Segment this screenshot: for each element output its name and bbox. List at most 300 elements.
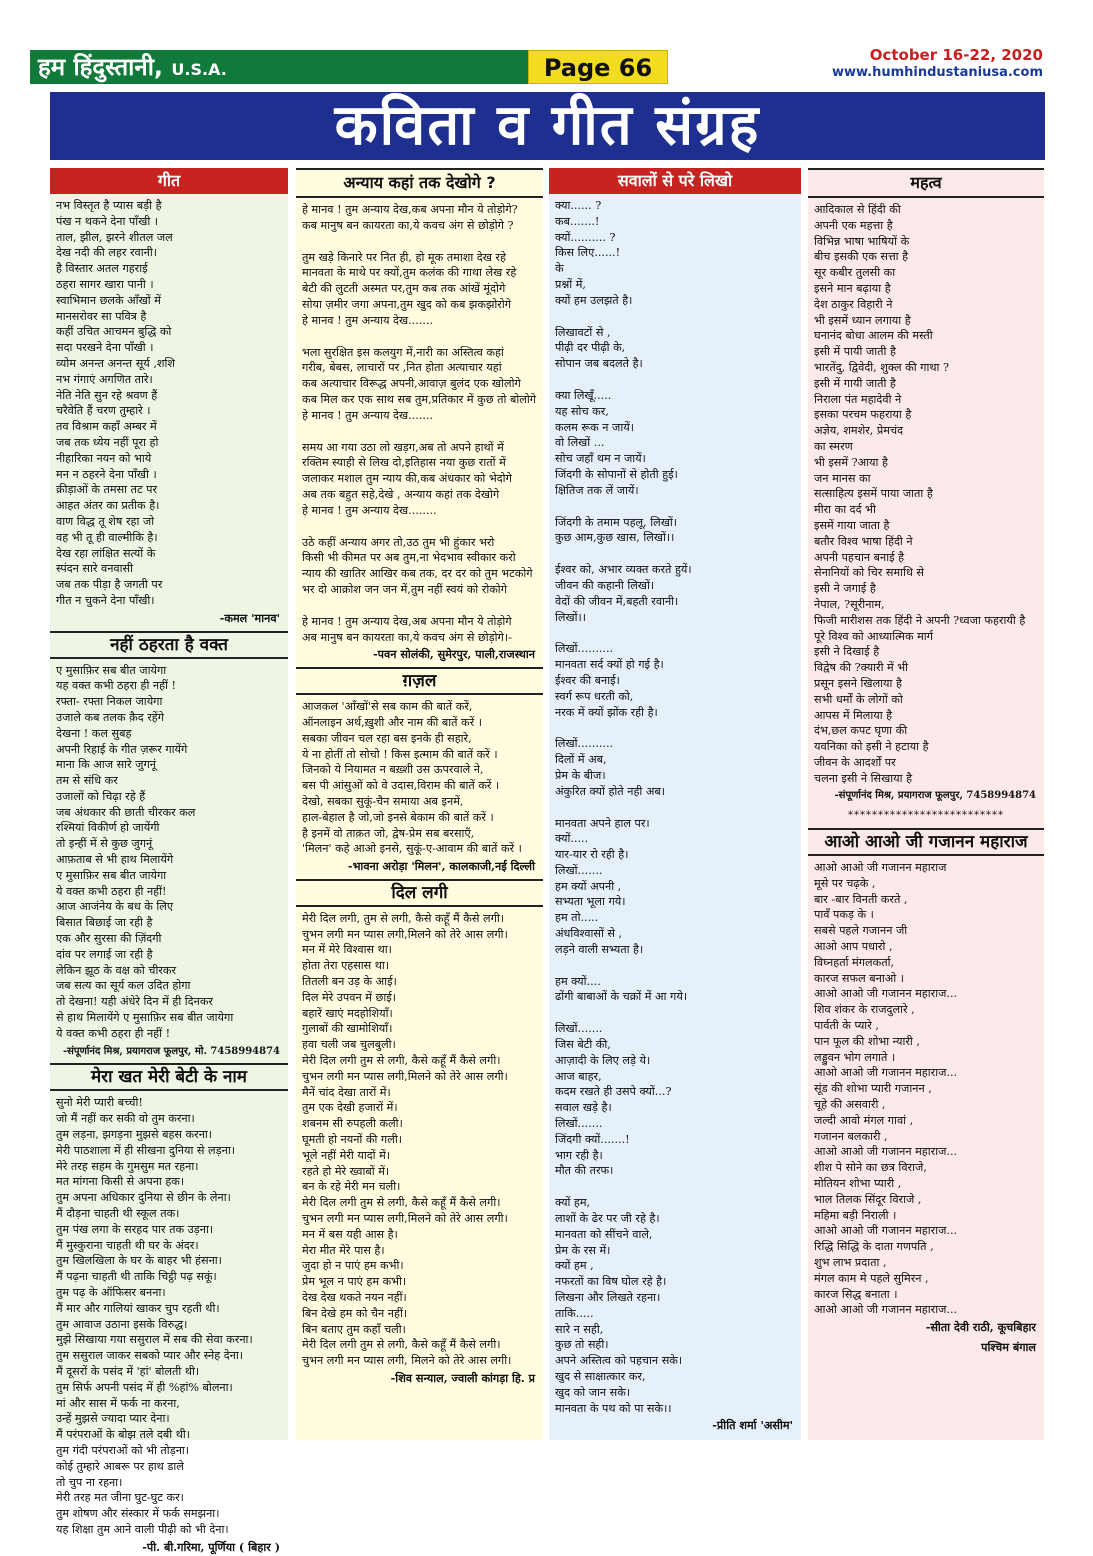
poem-line: आहत अंतर का प्रतीक है।	[56, 499, 160, 513]
poem-line: लिखावटों से ,	[555, 325, 611, 339]
poem-line: देश ठाकुर विहारी ने	[814, 297, 893, 311]
poem-line: नरक में क्यों झोंक रही है।	[555, 705, 658, 719]
poem-line: मूसे पर चढ़के ,	[814, 876, 876, 890]
poem-line: तुम पढ़ के ऑफिसर बनना।	[56, 1286, 166, 1299]
stanza-gap	[302, 598, 537, 614]
poem-line: देखना ! कल सुबह	[56, 726, 132, 740]
poem-line: बन के रहे मेरी मन चली।	[302, 1180, 401, 1194]
poem-line: लिखों।।	[555, 610, 587, 624]
poem-line: बस पी आंसुओं को वे उदास,विराम की बातें करें ।	[302, 779, 500, 793]
poem-line: कारज सिद्ध बनाता ।	[814, 1287, 898, 1301]
poem-body	[296, 202, 543, 645]
poem-line: मन में बस यही आस है।	[302, 1227, 398, 1241]
poem-line: भाल तिलक सिंदूर विराजे ,	[814, 1192, 922, 1206]
poem-line: जब सत्य का सूर्य कल उदित होगा	[56, 979, 191, 993]
poem-line: इसमें गाया जाता है	[814, 518, 890, 532]
stanza-gap	[555, 800, 795, 816]
poem-line: होता तेरा एहसास था।	[302, 959, 390, 973]
poem-line: मानवता अपने हाल पर।	[555, 816, 650, 830]
poem-line: देख रहा लांक्षित सत्यों के	[56, 546, 156, 560]
poem-line: देख नदी की लहर रवानी।	[56, 246, 157, 260]
issue-info	[832, 47, 1043, 81]
poem-line: बतौर विश्व भाषा हिंदी ने	[814, 534, 913, 548]
poem-line: मेरे तरह सहम के गुमसुम मत रहना।	[56, 1159, 199, 1173]
poem-line: विद्वेष की ?क्यारी में भी	[814, 661, 909, 675]
poem-line: विघ्नहर्ता मंगलकर्ता,	[814, 955, 895, 969]
poem-line: मैं पढ़ना चाहती थी ताकि चिट्ठी पढ़ सकूं।	[56, 1270, 217, 1284]
poem-author: -शिव सन्याल, ज्वाली कांगड़ा हि. प्र	[390, 1371, 535, 1385]
poem-line: तुम पंख लगा के सरहद पार तक उड़ना।	[56, 1222, 214, 1236]
poem-line: से हाथ मिलायेंगे ए मुसाफ़िर सब बीत जायेगा	[56, 1011, 234, 1025]
poem-line: मैनें चांद देखा तारों में।	[302, 1085, 391, 1099]
poem-line: अपनी एक महत्ता है	[814, 218, 893, 232]
poem-line: उजाले कब तलक क़ैद रहेंगे	[56, 710, 165, 724]
poem-title: दिल लगी	[296, 879, 543, 907]
poem-line: पार्वती के प्यारे ,	[814, 1019, 879, 1033]
poem-body	[50, 1095, 288, 1537]
poem-line: बिसात बिछाई जा रही है	[56, 916, 153, 930]
poem-line: तुम ससुराल जाकर सबको प्यार और स्नेह देना।	[56, 1349, 244, 1363]
brand-suffix: U.S.A.	[171, 60, 227, 79]
poem-line: ए मुसाफ़िर सब बीत जायेगा	[56, 868, 167, 882]
poem-line: सूर कबीर तुलसी का	[814, 266, 896, 280]
poem-line: कहीं उचित आचमन बुद्धि को	[56, 325, 172, 339]
column-2	[296, 168, 543, 1440]
poem-line: रश्मियां विकीर्ण हो जायेंगी	[56, 821, 160, 835]
poem-line: ए मुसाफ़िर सब बीत जायेगा	[56, 663, 167, 677]
poem-line: मानवता सर्द क्यों हो गई है।	[555, 658, 664, 672]
poem-line: चुभन लगी मन प्यास लगी, मिलने को तेरे आस लगी।	[302, 1354, 512, 1368]
poem-line: मत मांगना किसी से अपना हक।	[56, 1175, 185, 1189]
poem-line: ईश्वर को, अभार व्यक्त करते हुयें।	[555, 563, 692, 577]
poem-line: क्रीड़ाओं के तमसा तट पर	[56, 483, 158, 497]
poem-line: शबनम सी रुपहली कली।	[302, 1117, 403, 1131]
poem-line: तो चुप ना रहना।	[56, 1475, 123, 1489]
poem-line: लिखना और लिखते रहना।	[555, 1291, 661, 1305]
poem-line: जब तक ध्येय नहीं पूरा हो	[56, 435, 159, 449]
poem-line: ईश्वर की बनाई।	[555, 673, 620, 687]
poem-line: यह शिक्षा तुम आने वाली पीढ़ी को भी देना।	[56, 1522, 229, 1536]
poem-line: मैं मुस्कुराना चाहती थी घर के अंदर।	[56, 1238, 199, 1252]
poem-line: आपस में मिलाया है	[814, 708, 893, 722]
poem-line: मेरी दिल लगी तुम से लगी, कैसे कहूँ मैं कैसे लगी।	[302, 1054, 501, 1068]
poem-author: -पी. बी.गरिमा, पूर्णिया ( बिहार )	[142, 1539, 280, 1554]
poem-line: वह भी तू ही वाल्मीकि है।	[56, 530, 158, 544]
column-1	[50, 168, 288, 1554]
poem-line: एक और सुरसा की ज़िंदगी	[56, 932, 162, 946]
poem-line: जीवन की कहानी लिखों।	[555, 578, 655, 592]
poem-line: कारज सफल बनाओ ।	[814, 971, 904, 985]
separator-stars: **************************	[848, 810, 1004, 822]
poem-body	[50, 198, 288, 609]
poem-line: क्यों हम,	[555, 1196, 591, 1210]
poem-line: जिंदगी क्यों.......!	[555, 1132, 630, 1146]
stanza-gap	[555, 1005, 795, 1021]
poem-line: गरीब, बेबस, लाचारों पर ,नित होता अत्याचार यहां	[302, 361, 502, 375]
poem-line: बीच इसकी एक सत्ता है	[814, 250, 909, 264]
poem-line: नभ विस्तृत है प्यास बड़ी है	[56, 199, 162, 212]
poem-line: सभी धर्मों के लोगों को	[814, 692, 903, 706]
poem-line: 'मिलन' कहे आओ इनसे, सुकूं-ए-आवाम की बातें करें ।	[302, 842, 522, 856]
poem-line: सेनानियों को चिर समाधि से	[814, 566, 924, 580]
poem-line: नफरतों का विष घोल रहे है।	[555, 1275, 667, 1289]
poem-line: पूरे विश्व को आध्यात्मिक मार्ग	[814, 629, 933, 643]
poem-line: शीश पे सोने का छत्र विराजे,	[814, 1161, 927, 1175]
poem-line: मां और सास में फर्क ना करना,	[56, 1396, 180, 1410]
poem-line: मंगल काम मे पहले सुमिरन ,	[814, 1271, 929, 1285]
poem-line: लेकिन झूठ के वक्ष को चीरकर	[56, 963, 177, 977]
poem-line: जन मानस का	[814, 471, 871, 485]
poem-line: चुभन लगी मन प्यास लगी,मिलने को तेरे आस लगी।	[302, 1212, 508, 1226]
poem-line: सुनो मेरी प्यारी बच्ची!	[56, 1096, 143, 1110]
poem-line: मेरी पाठशाला में ही सीखना दुनिया से लड़ना।	[56, 1143, 235, 1157]
poem-line: इसका परचम फहराया है	[814, 408, 912, 422]
poem-line: आज आजंनेय के बध के लिए	[56, 900, 174, 914]
poem-title: ग़ज़ल	[296, 667, 543, 695]
poem-line: जो मैं नहीं कर सकी वो तुम करना।	[56, 1112, 195, 1126]
poem-line: आओ आप पधारो ,	[814, 940, 893, 954]
poem-author: -कमल 'मानव'	[219, 610, 280, 625]
poem-line: पंख न थकने देना पाँखी ।	[56, 214, 159, 228]
poem-line: बिन बताए तुम कहाँ चली।	[302, 1322, 406, 1336]
poem-line: खुद से साक्षात्कार कर,	[555, 1370, 646, 1383]
poem-line: मुझे सिखाया गया ससुराल में सब की सेवा करना।	[56, 1333, 253, 1347]
stanza-gap	[555, 309, 795, 325]
poem-line: स्पंदन सारे वनवासी	[56, 562, 134, 576]
poem-line: आओ आओ जी गजानन महाराज...	[814, 1145, 958, 1159]
poem-line: भर दो आक्रोश जन जन में,तुम नहीं स्वयं को रोकोगे	[302, 582, 508, 596]
poem-title: अन्याय कहां तक देखोगे ?	[296, 168, 543, 198]
poem-line: आओ आओ जी गजानन महाराज	[814, 861, 947, 875]
poem-line: प्रसून इसने खिलाया है	[814, 676, 902, 690]
poem-line: नीहारिका नयन को भाये	[56, 451, 152, 465]
poem-line: इसी ने जगाई है	[814, 582, 876, 596]
poem-line: भारतेंदु, द्विवेदी, शुक्ल की गाथा ?	[814, 360, 949, 374]
poem-line: तुम अपना अधिकार दुनिया से छीन के लेना।	[56, 1191, 231, 1205]
poem-line: ये वक्त कभी ठहरा ही नहीं!	[56, 884, 167, 898]
poem-body	[808, 202, 1044, 786]
poem-line: क्यों हम उलझते है।	[555, 293, 633, 307]
poem-line: वेदों की जीवन में,बहती रवानी।	[555, 594, 679, 608]
poem-line: गजानन बलकारी ,	[814, 1129, 888, 1143]
poem-body	[808, 860, 1044, 1318]
poem-line: ये वक्त कभी ठहरा ही नहीं !	[56, 1026, 171, 1040]
poem-line: हाल-बेहाल है जो,जो इनसे बेकाम की बातें करें ।	[302, 810, 494, 824]
poem-line: यार-यार रो रही है।	[555, 848, 629, 862]
poem-author: -भावना अरोड़ा 'मिलन', कालकाजी,नई दिल्ली	[347, 859, 535, 874]
poem-line: प्रेम के बीज।	[555, 768, 606, 782]
poem-line: मेरी दिल लगी तुम से लगी, कैसे कहूँ मैं कैसे लगी।	[302, 1196, 501, 1210]
poem-line: यह सोच कर,	[555, 404, 609, 418]
poem-line: पान फूल की शोभा न्यारी ,	[814, 1034, 920, 1048]
poem-line: स्वाभिमान छलके आँखों में	[56, 293, 161, 307]
issue-date: October 16-22, 2020	[869, 46, 1043, 64]
poem-line: मैं दौड़ना चाहती थी स्कूल तक।	[56, 1207, 180, 1221]
poem-line: जिस बेटी की,	[555, 1038, 611, 1052]
poem-line: तितली बन उड़ के आई।	[302, 975, 397, 989]
poem-line: कुछ आम,कुछ खास, लिखों।।	[555, 531, 675, 545]
poem-line: शिव शंकर के राजदुलारे ,	[814, 1003, 915, 1017]
poem-line: हे मानव ! तुम अन्याय देख,अब अपना मौन ये तोड़ोगे	[302, 614, 512, 628]
poem-line: तुम शोषण और संस्कार में फर्क समझना।	[56, 1507, 220, 1521]
poem-line: सोया ज़मीर जगा अपना,तुम खुद को कब झकझोरोगे	[302, 297, 512, 311]
poem-body	[296, 699, 543, 857]
poem-line: कब मानुष बन कायरता का,ये कवच अंग से छोड़ोगे ?	[302, 218, 514, 232]
poem-line: अंधविश्वासों से ,	[555, 927, 623, 941]
poem-body	[296, 911, 543, 1369]
poem-line: आफ़ताब से भी हाथ मिलायेंगे	[56, 853, 174, 867]
poem-line: किस लिए......!	[555, 246, 621, 260]
poem-line: हे मानव ! तुम अन्याय देख.......	[302, 408, 434, 422]
poem-author: -संपूर्णानंद मिश्र, प्रयागराज फूलपुर, 7458994874	[834, 790, 1036, 802]
poem-line: जिंदगी के सोपानों से होती हुई।	[555, 467, 678, 481]
stanza-gap	[555, 1179, 795, 1195]
poem-line: बेटी की लुटती अस्मत पर,तुम कब तक आंखें मूंदोगे	[302, 282, 506, 296]
poem-line: आज़ादी के लिए लड़े ये।	[555, 1053, 651, 1067]
poem-line: मेरा मीत मेरे पास है।	[302, 1243, 385, 1257]
poem-line: क्या...... ?	[555, 199, 602, 212]
poem-line: बहारें खाएं मदहोशियाँ।	[302, 1006, 393, 1020]
poem-line: घूमती हो नयनों की गली।	[302, 1133, 402, 1147]
poem-line: लिखों..........	[555, 642, 614, 656]
poem-author-region: पश्चिम बंगाल	[981, 1339, 1036, 1354]
poem-line: यवनिका को इसी ने हटाया है	[814, 740, 929, 754]
poem-line: इसने मान बढ़ाया है	[814, 281, 891, 295]
poem-line: घनानंद बोधा आलम की मस्ती	[814, 329, 933, 343]
poem-author: -प्रीति शर्मा 'असीम'	[712, 1418, 793, 1433]
poem-line: मानवता के पथ को पा सके।।	[555, 1401, 672, 1415]
site-url[interactable]: www.humhindustaniusa.com	[831, 65, 1043, 80]
poem-title: गीत	[50, 168, 288, 194]
poem-line: है विस्तार अतल गहराई	[56, 262, 148, 276]
poem-line: वो लिखों ...	[555, 436, 605, 450]
poem-line: समय आ गया उठा लो खड़ग,अब तो अपने हाथों में	[302, 440, 504, 454]
poem-author: -सीता देवी राठी, कूचबिहार	[925, 1320, 1036, 1335]
poem-line: पावँ पकड़ के ।	[814, 908, 874, 922]
poem-line: विभिन्न भाषा भाषियों के	[814, 234, 910, 248]
poem-title: मेरा खत मेरी बेटी के नाम	[50, 1063, 288, 1091]
poem-line: लिखों..........	[555, 737, 614, 751]
poem-line: अपने अस्तित्व को पहचान सके।	[555, 1354, 683, 1368]
poem-line: चुभन लगी मन प्यास लगी,मिलने को तेरे आस लगी।	[302, 927, 508, 941]
poem-line: नेपाल, ?सूरीनाम,	[814, 597, 885, 611]
poem-line: लिखों.......	[555, 1022, 603, 1036]
poem-line: माना कि आज सारे जुगनूं	[56, 758, 156, 772]
poem-line: कलम रूक न जायें।	[555, 420, 634, 434]
stanza-gap	[302, 519, 537, 535]
poem-author: -पवन सोलंकी, सुमेरपुर, पाली,राजस्थान	[373, 647, 535, 662]
masthead-brand	[30, 50, 528, 84]
poem-line: मानवता के माथे पर क्यों,तुम कलंक की गाथा लेख रहे	[302, 266, 517, 280]
poem-line: हम क्यों अपनी ,	[555, 879, 622, 893]
poem-line: अब तक बहुत सहे,देखे , अन्याय कहां तक देखोगे	[302, 487, 500, 501]
stanza-gap	[555, 499, 795, 515]
poem-line: दंभ,छल कपट घृणा की	[814, 724, 908, 738]
poem-line: कब मिल कर एक साथ सब तुम,प्रतिकार में कुछ तो बोलोगे	[302, 392, 537, 406]
poem-line: तो इन्हीं में से कुछ जुगनूं	[56, 837, 153, 851]
poem-line: मन न ठहरने देना पाँखी ।	[56, 467, 157, 481]
poem-line: क्या लिखूँ.....	[555, 388, 612, 402]
poem-line: कदम रखते ही उसपे क्यों...?	[555, 1085, 672, 1099]
poem-line: का स्मरण	[814, 439, 853, 453]
poem-line: क्यों.....	[555, 832, 589, 846]
poem-line: मेरी दिल लगी, तुम से लगी, कैसे कहूँ मैं कैसे लगी।	[302, 911, 505, 925]
poem-line: सदा परखने देना पाँखी ।	[56, 341, 154, 355]
brand-name: हम हिंदुस्तानी,	[38, 53, 164, 81]
poem-line: मन में मेरे विश्वास था।	[302, 943, 392, 957]
poem-line: अपनी पहचान बनाई है	[814, 550, 905, 564]
poem-line: क्षितिज तक लें जायें।	[555, 483, 639, 497]
poem-line: मोतियन शोभा प्यारी ,	[814, 1177, 902, 1191]
poem-line: किसी भी कीमत पर अब तुम,ना भेदभाव स्वीकार करो	[302, 551, 516, 565]
stanza-gap	[555, 625, 795, 641]
poem-line: मेरी तरह मत जीना घुट-घुट कर।	[56, 1491, 184, 1505]
poem-line: मानवता को सींचने वाले,	[555, 1227, 653, 1241]
poem-line: तुम खड़े किनारे पर नित ही, हो मूक तमाशा देख रहे	[302, 250, 506, 264]
poem-line: देख देख थकते नयन नहीं।	[302, 1291, 407, 1305]
poem-line: सत्साहित्य इसमें पाया जाता है	[814, 487, 933, 501]
poem-title: आओ आओ जी गजानन महाराज	[808, 828, 1044, 856]
poem-line: जिंदगी के तमाम पहलू, लिखों।	[555, 515, 678, 529]
poem-line: शुभ लाभ प्रदाता ,	[814, 1256, 887, 1269]
poem-line: तम से संधि कर	[56, 774, 118, 788]
poem-line: भूले नहीं मेरी यादों में।	[302, 1148, 391, 1162]
poem-line: जल्दी आवो मंगल गावां ,	[814, 1113, 914, 1127]
poem-line: इसी ने दिखाई है	[814, 645, 880, 659]
poem-line: बार -बार विनती करते ,	[814, 892, 908, 906]
poem-line: सबसे पहले गजानन जी	[814, 924, 908, 938]
poem-line: महिमा बड़ी निराली ।	[814, 1208, 897, 1222]
poem-line: रक्तिम स्याही से लिख दो,इतिहास नया कुछ रातों में	[302, 456, 506, 470]
poem-line: फिजी मारीशस तक हिंदी ने अपनी ?ध्वजा फहरायी है	[814, 613, 1026, 627]
poem-line: जुदा हो न पाएं हम कभी।	[302, 1259, 404, 1273]
poem-line: अज्ञेय, शमशेर, प्रेमचंद	[814, 424, 904, 438]
poem-line: मानसरोवर सा पवित्र है	[56, 309, 147, 323]
poem-line: जीवन के आदर्शों पर	[814, 755, 896, 769]
poem-line: निराला पंत महादेवी ने	[814, 392, 902, 406]
poem-line: हम तो.....	[555, 911, 599, 925]
poem-line: आओ आओ जी गजानन महाराज...	[814, 1066, 958, 1080]
poem-line: मीरा का दर्द भी	[814, 503, 876, 517]
poem-line: व्योम अनन्त अनन्त सूर्य ,शशि	[56, 356, 176, 370]
stanza-gap	[555, 958, 795, 974]
poem-line: ढोंगी बाबाओं के चक्रों में आ गये।	[555, 990, 688, 1004]
page-number: Page 66	[528, 50, 668, 84]
poem-line: मैं दूसरों के पसंद में 'हां' बोलती थी।	[56, 1364, 200, 1378]
poem-line: चूहे की असवारी ,	[814, 1098, 886, 1112]
poem-body	[549, 198, 801, 1416]
poem-line: गुलाबों की खामोशियाँ।	[302, 1022, 393, 1036]
poem-line: प्रश्नों में,	[555, 277, 586, 291]
poem-line: सोच जहाँ थम न जायें।	[555, 452, 646, 466]
poem-line: तुम सिर्फ अपनी पसंद में ही %हां% बोलना।	[56, 1380, 233, 1394]
poem-line: मैं मार और गालियां खाकर चुप रहती थी।	[56, 1301, 220, 1315]
poem-line: भला सुरक्षित इस कलयुग में,नारी का अस्तित्व कहां	[302, 345, 504, 359]
column-4	[808, 168, 1044, 1440]
poem-line: लिखों.......	[555, 1117, 603, 1131]
poem-line: मेरी दिल लगी तुम से लगी, कैसे कहूँ मैं कैसे लगी।	[302, 1338, 501, 1352]
poem-line: दिलों में अब,	[555, 753, 607, 767]
poem-line: हे मानव ! तुम अन्याय देख.......	[302, 313, 434, 327]
poem-line: सूंड की शोभा प्यारी गजानन ,	[814, 1082, 932, 1096]
poem-line: तुम गंदी परंपराओं को भी तोड़ना।	[56, 1443, 190, 1457]
poem-line: भी इसमें ?आया है	[814, 455, 888, 469]
poem-line: ताकि.....	[555, 1306, 594, 1320]
poem-line: हे मानव ! तुम अन्याय देख,कब अपना मौन ये तोड़ोगे?	[302, 203, 518, 216]
section-banner: कविता व गीत संग्रह	[50, 92, 1045, 160]
poem-line: नेति नेति सुन रहे श्रवण हैं	[56, 388, 158, 402]
poem-line: है इनमें वो ताक़त जो, द्वेष-प्रेम सब बरसाएँ,	[302, 826, 475, 840]
column-3	[549, 168, 801, 1440]
poem-line: जलाकर मशाल तुम न्याय की,कब अंधकार को भेदोगे	[302, 472, 512, 486]
poem-line: आओ आओ जी गजानन महाराज...	[814, 987, 958, 1001]
poem-line: रिद्धि सिद्धि के दाता गणपति ,	[814, 1240, 934, 1254]
poem-line: सबका जीवन चल रहा बस इनके ही सहारे,	[302, 731, 472, 745]
poem-line: चलना इसी ने सिखाया है	[814, 771, 913, 785]
poem-line: बिन देखे हम को चैन नहीं।	[302, 1306, 408, 1320]
poem-line: खुद को जान सके।	[555, 1385, 631, 1399]
poem-line: तव विश्राम कहाँ अम्बर में	[56, 420, 157, 434]
poem-line: ये ना होतीं तो सोचो ! किस इत्माम की बातें करें ।	[302, 747, 498, 761]
poem-line: मौत की तरफ।	[555, 1164, 614, 1178]
poem-title: सवालों से परे लिखो	[549, 168, 801, 194]
poem-line: क्यों.......... ?	[555, 230, 616, 244]
poem-line: लिखों.......	[555, 863, 603, 877]
poem-line: चुभन लगी मन प्यास लगी,मिलने को तेरे आस लगी।	[302, 1069, 508, 1083]
poem-line: चरैवेति हैं चरण तुम्हारे ।	[56, 404, 151, 418]
poem-line: आदिकाल से हिंदी की	[814, 203, 901, 216]
poem-line: अब मानुष बन कायरता का,ये कवच अंग से छोड़ोगे।-	[302, 630, 512, 644]
poem-line: तुम खिलखिला के घर के बाहर भी हंसना।	[56, 1254, 222, 1268]
poem-line: हे मानव ! तुम अन्याय देख........	[302, 503, 437, 517]
poem-line: ठहरा सागर खारा पानी ।	[56, 277, 154, 291]
poem-line: स्वर्ग रूप धरती को,	[555, 689, 634, 703]
poem-line: उजालों को चिढ़ा रहे हैं	[56, 789, 146, 803]
stanza-gap	[302, 329, 537, 345]
poem-line: रफ्ता- रफ्ता निकल जायेगा	[56, 695, 163, 709]
poem-line: प्रेम भूल न पाएं हम कभी।	[302, 1275, 407, 1289]
poem-line: हम क्यों....	[555, 974, 601, 988]
poem-line: कोई तुम्हारे आबरू पर हाथ डाले	[56, 1459, 184, 1473]
poem-line: जब अंधकार की छाती चीरकर कल	[56, 805, 196, 819]
poem-line: न्याय की खातिर आखिर कब तक, दर दर को तुम भटकोगे	[302, 567, 533, 581]
poem-line: सोपान जब बदलते है।	[555, 357, 643, 371]
poem-line: आज बाहर,	[555, 1069, 602, 1083]
poem-line: अंकुरित क्यों होते नही अब।	[555, 784, 666, 798]
stanza-gap	[555, 372, 795, 388]
poem-line: लड्डुवन भोग लगाते ।	[814, 1050, 896, 1064]
poem-line: आजकल 'आँखों'से सब काम की बातें करें,	[302, 700, 473, 714]
poem-line: दिल मेरे उपवन में छाई।	[302, 990, 396, 1004]
poem-line: सारे न सही,	[555, 1322, 604, 1336]
poem-line: हवा चली जब चुलबुली।	[302, 1038, 396, 1052]
poem-line: तो देखना! यही अंधेरे दिन में ही दिनकर	[56, 995, 213, 1009]
poem-line: भाग रही है।	[555, 1148, 603, 1162]
poem-line: दांव पर लगाई जा रही है	[56, 947, 153, 961]
poem-line: सभ्यता भूला गये।	[555, 895, 626, 909]
poem-line: इसी में गायी जाती है	[814, 376, 896, 390]
poem-line: मैं परंपराओं के बोझ तले दबी थी।	[56, 1428, 191, 1442]
poem-line: नभ गंगाएं अगणित तारे।	[56, 372, 153, 386]
poem-line: जब तक पीड़ा है जगती पर	[56, 578, 163, 592]
poem-line: के	[555, 262, 564, 276]
poem-line: यह वक्त कभी ठहरा ही नहीं !	[56, 679, 177, 693]
poem-author: -संपूर्णानंद मिश्र, प्रयागराज फूलपुर, मो. 7458994874	[63, 1045, 280, 1057]
poem-line: इसी में पायी जाती है	[814, 345, 896, 359]
poem-line: तुम आवाज उठाना इसके विरुद्ध।	[56, 1317, 188, 1331]
poem-line: गीत न चुकने देना पाँखी।	[56, 593, 155, 607]
poem-line: देखो, सबका सुकूं-चैन समाया अब इनमें,	[302, 794, 464, 808]
